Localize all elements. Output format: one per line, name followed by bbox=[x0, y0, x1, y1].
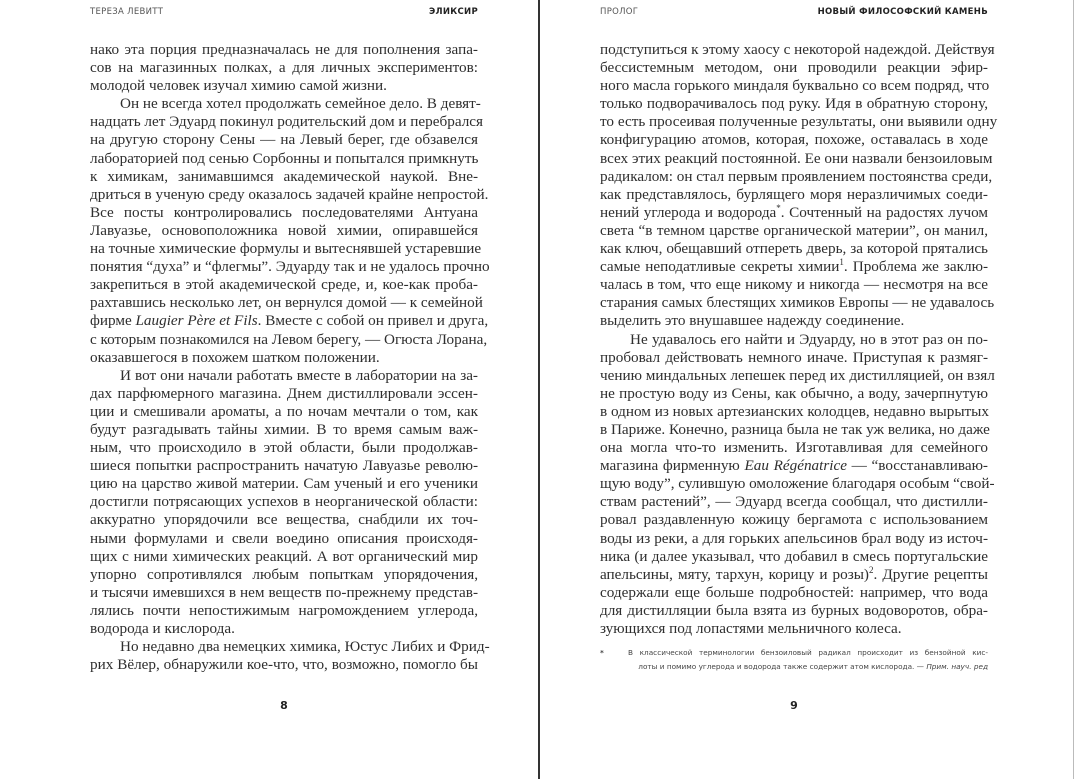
text-line bbox=[600, 475, 995, 493]
text-line bbox=[90, 511, 478, 529]
text-run: нако эта порция предназначалась не для пополнения запа- bbox=[90, 41, 478, 58]
text-run: упорно сопротивлялся любым попыткам упорядочения, bbox=[90, 565, 478, 583]
right-page bbox=[600, 0, 998, 779]
text-line bbox=[600, 493, 988, 511]
text-line bbox=[600, 113, 998, 131]
author-name: ТЕРЕЗА ЛЕВИТТ bbox=[90, 7, 164, 17]
text-line bbox=[90, 258, 490, 276]
text-run: надцать лет Эдуард покинул родительский дом и перебрался bbox=[90, 113, 483, 131]
text-line bbox=[600, 349, 988, 367]
text-run: достигли потрясающих успехов в неорганической области: bbox=[90, 493, 478, 511]
running-header bbox=[90, 7, 478, 21]
text-line bbox=[90, 131, 478, 149]
text-run: Но недавно два немецких химика, Юстус Либих и Фрид- bbox=[120, 638, 490, 656]
text-run: Не удавалось его найти и Эдуарду, но в этот раз он по- bbox=[630, 330, 988, 348]
italic-run: Laugier Père et Fils bbox=[135, 312, 258, 330]
book-title: ЭЛИКСИР bbox=[428, 7, 478, 17]
text-run: лабораторией под сенью Сорбонны и попытался примкнуть bbox=[90, 149, 479, 167]
text-run: будут разгадывать тайны химии. В то время самым важ- bbox=[90, 420, 478, 438]
text-line bbox=[600, 566, 988, 584]
body-text bbox=[90, 41, 490, 674]
text-run: ника (и далее указывал, что добавил в смесь португальские bbox=[600, 547, 988, 565]
text-run: она могла что-то изменить. Изготавливая для семейного bbox=[600, 439, 988, 457]
text-run: фирме bbox=[90, 312, 136, 330]
text-run: — “восстанавливаю- bbox=[846, 457, 988, 475]
text-run: водорода и кислорода. bbox=[90, 620, 235, 637]
text-run: закрепиться в этой академической среде, и, кое-как проба- bbox=[90, 276, 478, 294]
text-run: и тысячи имевшихся в нем веществ по-прежнему представ- bbox=[90, 583, 478, 601]
text-run: в одном из новых артезианских колодцев, недавно вырытых bbox=[600, 402, 989, 420]
page-edge bbox=[1073, 0, 1074, 779]
text-run: . Проблема же заклю- bbox=[843, 258, 988, 276]
body-text bbox=[600, 41, 998, 638]
text-run: зующихся под лопастями мельничного колеса. bbox=[600, 620, 902, 637]
text-run: . Другие рецепты bbox=[873, 565, 988, 583]
text-line bbox=[600, 511, 988, 529]
text-line bbox=[600, 312, 988, 330]
text-line bbox=[600, 95, 988, 113]
page-number: 8 bbox=[280, 699, 288, 712]
text-run: к химикам, занимавшимся академической наукой. Вне- bbox=[90, 167, 478, 185]
text-run: сов на магазинных полках, а для личных экспериментов: bbox=[90, 59, 478, 77]
text-run: подступиться к этому хаосу с некоторой надеждой. Действуя bbox=[600, 41, 995, 58]
book-gutter-divider bbox=[538, 0, 540, 779]
text-line bbox=[90, 602, 478, 620]
text-line bbox=[90, 403, 478, 421]
text-line bbox=[90, 41, 478, 59]
text-run: то есть просеивая полученные результаты, они выявили одну bbox=[600, 113, 998, 131]
text-run: содержали еще больше подробностей: например, что вода bbox=[600, 583, 988, 601]
text-run: . Вместе с собой он привел и друга, bbox=[257, 312, 489, 330]
text-line bbox=[600, 421, 988, 439]
text-run: магазина фирменную bbox=[600, 457, 745, 475]
footnote-attribution: Прим. науч. ред bbox=[926, 662, 988, 671]
text-line bbox=[600, 59, 988, 77]
text-run: воды из реки, а для горьких апельсинов брал воду из источ- bbox=[600, 529, 988, 547]
text-line bbox=[90, 493, 478, 511]
text-line bbox=[90, 113, 483, 131]
text-line bbox=[90, 312, 489, 330]
text-line bbox=[90, 566, 478, 584]
text-run: на точные химические формулы и вытеснявшей устаревшие bbox=[90, 240, 482, 258]
footnote-reference: 1 bbox=[839, 257, 844, 268]
text-line bbox=[90, 620, 478, 638]
text-line bbox=[600, 620, 988, 638]
text-line bbox=[90, 385, 478, 403]
text-line bbox=[90, 168, 478, 186]
text-line bbox=[600, 584, 988, 602]
text-run: рахтавшись несколько лет, он вернулся домой — к семейной bbox=[90, 294, 483, 312]
footnote-reference: * bbox=[776, 202, 781, 213]
text-line bbox=[600, 204, 988, 222]
text-run: конфигурацию атомов, которая, похоже, оставалась в ходе bbox=[600, 131, 988, 149]
text-line bbox=[600, 240, 988, 258]
text-line bbox=[90, 240, 482, 258]
text-run: с которым познакомился на Левом берегу, — Огюста Лорана, bbox=[90, 330, 488, 348]
text-run: не простую воду из Сены, как обычно, а воду, зачерпнутую bbox=[600, 384, 988, 402]
text-run: ного масла горького миндаля буквально со всем подряд, что bbox=[600, 77, 990, 95]
text-run: Все посты контролировались последователями Антуана bbox=[90, 203, 478, 221]
text-line bbox=[90, 294, 483, 312]
text-run: Лавуазье, основоположника новой химии, опиравшейся bbox=[90, 221, 478, 239]
text-run: в Париже. Конечно, разница была не так уж велика, но даже bbox=[600, 420, 990, 438]
page-number: 9 bbox=[790, 699, 798, 712]
text-line bbox=[600, 149, 993, 168]
text-run: молодой человек изучал химию самой жизни. bbox=[90, 77, 387, 95]
text-run: ции и смешивали ароматы, а по ночам мечтали о том, как bbox=[90, 402, 478, 420]
text-line bbox=[90, 276, 478, 294]
text-run: радикалом: он стал первым проявлением постоянства среди, bbox=[600, 167, 993, 185]
text-line bbox=[600, 439, 988, 457]
text-line bbox=[600, 294, 995, 312]
text-run: цию на царство живой материи. Сам ученый и его ученики bbox=[90, 475, 478, 493]
text-run: пробовал действовать немного иначе. Приступая к размяг- bbox=[600, 348, 988, 366]
text-run: апельсины, мяту, тархун, корицу и розы) bbox=[600, 565, 869, 583]
text-run: ствам растений”, — Эдуард всегда сообщал, что дистилли- bbox=[600, 493, 988, 511]
text-line bbox=[90, 150, 478, 168]
text-line bbox=[600, 403, 988, 421]
text-line bbox=[90, 185, 489, 204]
text-line bbox=[90, 457, 478, 475]
footnote-text: лоты и помимо углерода и водорода также содержит атом кислорода. — bbox=[638, 662, 927, 671]
footnote bbox=[600, 646, 988, 674]
text-line bbox=[600, 167, 993, 186]
text-line bbox=[90, 584, 478, 602]
text-run: понятия “духа” и “флегмы”. Эдуарду так и не удалось прочно bbox=[90, 258, 490, 276]
text-run: шиеся попытки распространить начатую Лавуазье револю- bbox=[90, 457, 478, 475]
italic-run: Eau Régénatrice bbox=[744, 457, 847, 475]
left-page bbox=[90, 0, 490, 779]
text-run: оказавшегося в похожем шатком положении. bbox=[90, 348, 380, 366]
text-line bbox=[90, 349, 478, 367]
text-line bbox=[90, 330, 488, 349]
text-line bbox=[600, 77, 988, 95]
text-line bbox=[90, 222, 478, 240]
text-run: для дистилляции была взята из бурных водоворотов, обра- bbox=[600, 601, 988, 619]
text-run: ровал раздавленную кожицу бергамота с использованием bbox=[600, 511, 988, 529]
text-run: дриться в ученую среду оказалось задачей крайне непростой. bbox=[90, 185, 489, 203]
text-line bbox=[90, 95, 481, 113]
text-line bbox=[600, 530, 988, 548]
text-line bbox=[90, 475, 478, 493]
text-run: щих с ними химических реакций. А вот органический мир bbox=[90, 547, 478, 565]
text-run: аккуратно упорядочили все вещества, снабдили их точ- bbox=[90, 511, 478, 529]
text-run: света “в темном царстве органической материи”, он манил, bbox=[600, 221, 988, 239]
text-line bbox=[90, 367, 478, 385]
text-run: на другую сторону Сены — на Левый берег, где обзавелся bbox=[90, 131, 478, 149]
text-run: ным, что происходило в этой области, были продолжав- bbox=[90, 439, 478, 457]
footnote-line: В классической терминологии бензоиловый радикал происходит из бензойной кис- bbox=[628, 648, 988, 657]
text-run: чалась в том, что еще никому и никогда — несмотря на все bbox=[600, 276, 988, 294]
text-line bbox=[600, 276, 988, 294]
text-line bbox=[600, 41, 995, 59]
text-line bbox=[600, 131, 988, 149]
text-line bbox=[90, 204, 478, 222]
text-run: И вот они начали работать вместе в лаборатории на за- bbox=[120, 366, 478, 384]
text-run: бессистемным методом, они проводили реакции эфир- bbox=[600, 59, 988, 77]
text-run: самые неподатливые секреты химии bbox=[600, 258, 840, 276]
text-run: Он не всегда хотел продолжать семейное дело. В девят- bbox=[120, 95, 481, 113]
text-run: рих Вёлер, обнаружили кое-что, что, возможно, помогло бы bbox=[90, 656, 478, 674]
text-run: чению миндальных лепешек перед их дистилляцией, он взял bbox=[600, 366, 995, 384]
running-header bbox=[600, 7, 988, 21]
text-line bbox=[90, 439, 478, 457]
text-run: как представлялось, бурлящего моря неразличимых соеди- bbox=[600, 185, 988, 203]
text-line bbox=[90, 530, 478, 548]
footnote-reference: 2 bbox=[868, 564, 874, 575]
section-name: ПРОЛОГ bbox=[600, 7, 639, 17]
text-line bbox=[600, 457, 988, 475]
text-run: нений углерода и водорода bbox=[600, 203, 777, 221]
text-run: только подворачивалось под руку. Идя в обратную сторону, bbox=[600, 95, 988, 113]
chapter-title: НОВЫЙ ФИЛОСОФСКИЙ КАМЕНЬ bbox=[817, 7, 988, 17]
text-line bbox=[600, 602, 988, 620]
text-line bbox=[600, 385, 988, 403]
text-line bbox=[90, 656, 478, 674]
text-run: выделить это внушавшее надежду соединение. bbox=[600, 312, 905, 330]
text-run: лялись почти непостижимым нагромождением углерода, bbox=[90, 601, 478, 619]
text-run: . Сочтенный на радостях лучом bbox=[780, 203, 988, 221]
text-line bbox=[90, 638, 490, 656]
text-line bbox=[600, 548, 988, 566]
footnote-mark: * bbox=[600, 648, 604, 657]
text-line bbox=[600, 186, 988, 204]
text-run: ными формулами и свели воедино описания происходя- bbox=[90, 529, 478, 547]
text-run: дах парфюмерного магазина. Днем дистиллировали эссен- bbox=[90, 384, 478, 402]
text-line bbox=[90, 59, 478, 77]
text-run: старания самых блестящих химиков Европы — не удавалось bbox=[600, 294, 995, 312]
text-run: как ключ, обещавший отпереть дверь, за которой прятались bbox=[600, 240, 988, 258]
text-line bbox=[90, 421, 478, 439]
text-line bbox=[600, 222, 988, 240]
text-line bbox=[600, 258, 988, 276]
text-line bbox=[600, 331, 988, 349]
text-line bbox=[90, 548, 478, 566]
footnote-line bbox=[628, 660, 988, 674]
text-line bbox=[90, 77, 478, 95]
text-run: щую воду”, сулившую омоложение благодаря особым “свой- bbox=[600, 475, 995, 493]
text-line bbox=[600, 366, 995, 385]
text-run: всех этих реакций постоянной. Ее они назвали бензоиловым bbox=[600, 149, 993, 167]
